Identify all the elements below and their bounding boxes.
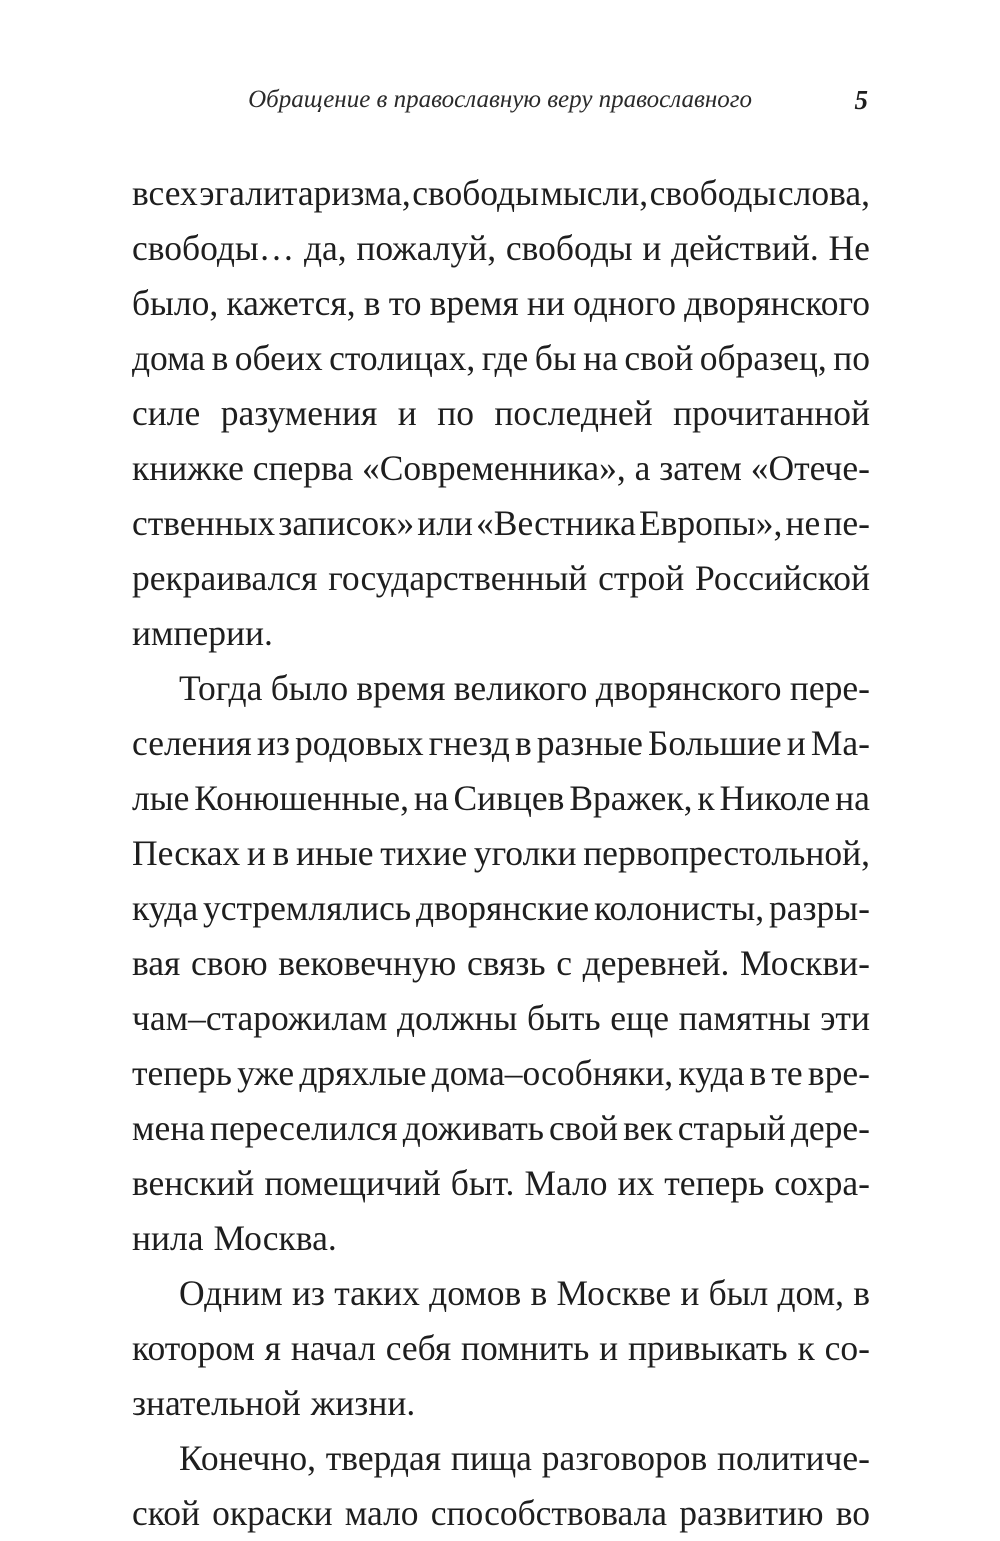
text-line: ской окраски мало способствовала развитию во [132, 1493, 870, 1533]
text-line: венский помещичий быт. Мало их теперь сохра- [132, 1163, 870, 1203]
text-line: свободы… да, пожалуй, свободы и действий. Не [132, 228, 870, 268]
body-text [132, 166, 870, 1541]
running-title: Обращение в православную веру православного [248, 86, 752, 113]
text-line: Одним из таких домов в Москве и был дом, в [179, 1273, 870, 1313]
page-number: 5 [854, 85, 868, 115]
text-line: силе разумения и по последней прочитанной [132, 393, 870, 433]
paragraph [132, 1266, 870, 1431]
text-line: Песках и в иные тихие уголки первопрестольной, [132, 833, 870, 873]
text-line: нила Москва. [132, 1218, 337, 1258]
text-line: теперь уже дряхлые дома–особняки, куда в те вре- [132, 1053, 870, 1093]
text-line: книжке сперва «Современника», а затем «Отече- [132, 448, 870, 488]
text-line: было, кажется, в то время ни одного дворянского [132, 283, 870, 323]
text-line: Конечно, твердая пища разговоров политиче- [179, 1438, 870, 1478]
text-line: куда устремлялись дворянские колонисты, разры- [132, 888, 870, 928]
text-line: чам–старожилам должны быть еще памятны эти [132, 998, 870, 1038]
text-line: империи. [132, 613, 273, 653]
text-line: селения из родовых гнезд в разные Большие и Ма- [132, 723, 870, 763]
text-line: дома в обеих столицах, где бы на свой образец, по [132, 338, 870, 378]
running-head [132, 82, 870, 118]
paragraph [132, 166, 870, 661]
text-line: всех эгалитаризма, свободы мысли, свободы слова, [132, 173, 870, 213]
text-line: мена переселился доживать свой век старый дере- [132, 1108, 870, 1148]
paragraph [132, 661, 870, 1266]
text-line: знательной жизни. [132, 1383, 416, 1423]
text-line: рекраивался государственный строй Российской [132, 558, 870, 598]
text-line: лые Конюшенные, на Сивцев Вражек, к Николе на [132, 778, 870, 818]
paragraph [132, 1431, 870, 1541]
text-line: Тогда было время великого дворянского пере- [179, 668, 870, 708]
text-line: котором я начал себя помнить и привыкать к со- [132, 1328, 870, 1368]
text-line: ственных записок» или «Вестника Европы», не пе- [132, 503, 870, 543]
text-line: вая свою вековечную связь с деревней. Москви- [132, 943, 870, 983]
